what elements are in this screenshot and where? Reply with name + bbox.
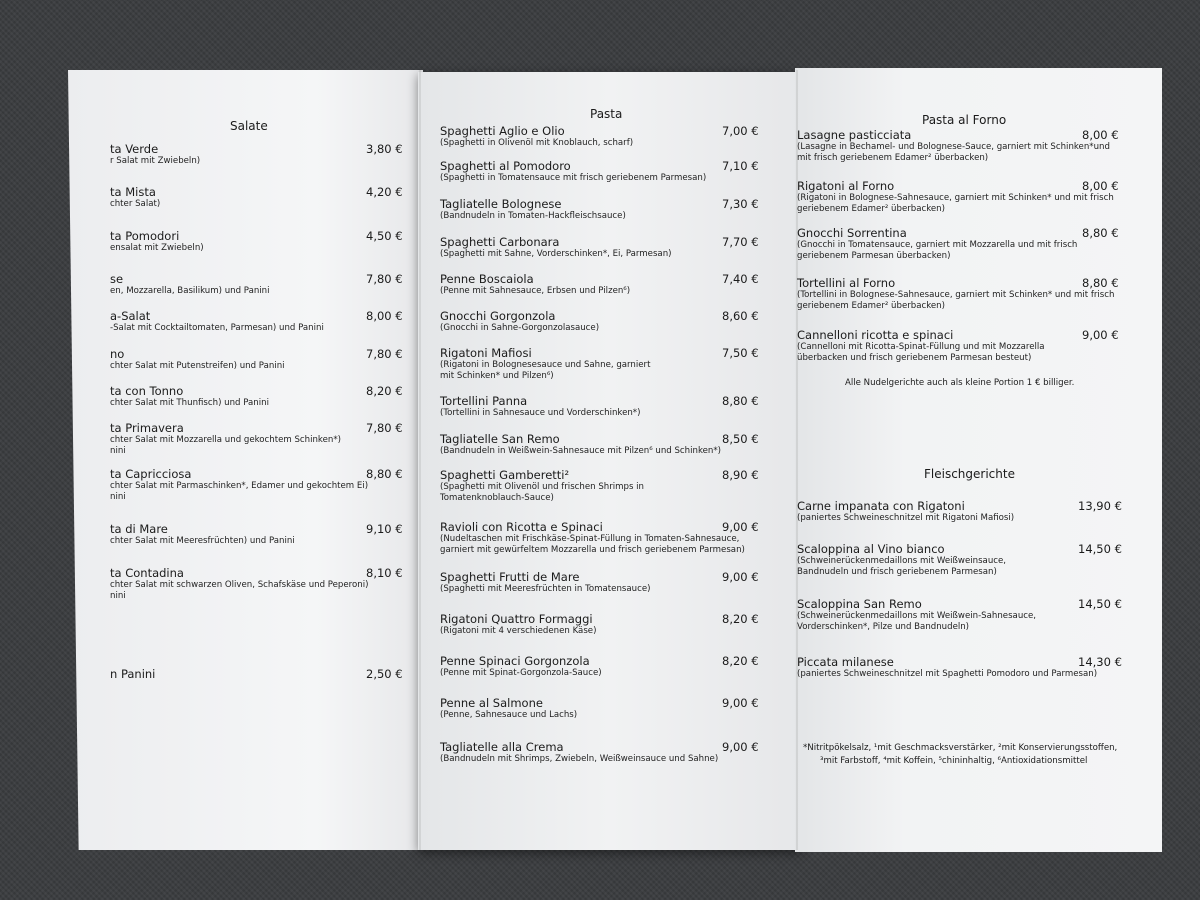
dish-price: 14,50 € bbox=[1078, 542, 1122, 556]
menu-item bbox=[110, 522, 403, 547]
dish-price: 7,80 € bbox=[366, 347, 403, 361]
dish-name: Spaghetti Carbonara bbox=[440, 235, 560, 249]
dish-description: chter Salat mit Putenstreifen) und Panini bbox=[110, 361, 285, 371]
section-heading-fleischgerichte: Fleischgerichte bbox=[924, 467, 1015, 481]
dish-description: garniert mit gewürfeltem Mozzarella und frisch geriebenem Parmesan) bbox=[440, 545, 745, 555]
menu-item bbox=[440, 612, 759, 637]
paper-fold bbox=[419, 70, 421, 850]
dish-description: nini bbox=[110, 492, 126, 502]
dish-price: 7,30 € bbox=[722, 197, 759, 211]
dish-price: 9,00 € bbox=[1082, 328, 1119, 342]
dish-name: se bbox=[110, 272, 124, 286]
dish-description: (Penne mit Spinat-Gorgonzola-Sauce) bbox=[440, 668, 602, 678]
menu-item bbox=[797, 499, 1122, 524]
dish-name: ta Capricciosa bbox=[110, 467, 192, 481]
dish-price: 7,80 € bbox=[366, 272, 403, 286]
dish-description: chter Salat) bbox=[110, 199, 161, 209]
dish-price: 8,80 € bbox=[366, 467, 403, 481]
dish-name: ta con Tonno bbox=[110, 384, 184, 398]
dish-price: 9,00 € bbox=[722, 570, 759, 584]
dish-description: (Spaghetti mit Meeresfrüchten in Tomatensauce) bbox=[440, 584, 651, 594]
dish-description: chter Salat mit Parmaschinken*, Edamer und gekochtem Ei) bbox=[110, 481, 369, 491]
dish-name: ta Contadina bbox=[110, 566, 184, 580]
menu-item bbox=[110, 229, 403, 254]
dish-name: Tagliatelle San Remo bbox=[440, 432, 560, 446]
dish-description: (Rigatoni in Bolognese-Sahnesauce, garniert mit Schinken* und mit frisch bbox=[797, 193, 1114, 203]
dish-name: n Panini bbox=[110, 667, 156, 681]
dish-name: Penne Boscaiola bbox=[440, 272, 534, 286]
menu-item bbox=[797, 597, 1122, 633]
menu-item bbox=[440, 570, 759, 595]
dish-description: mit Schinken* und Pilzen⁶) bbox=[440, 371, 554, 381]
menu-item bbox=[440, 346, 759, 382]
dish-price: 14,30 € bbox=[1078, 655, 1122, 669]
dish-description: (Bandnudeln mit Shrimps, Zwiebeln, Weißweinsauce und Sahne) bbox=[440, 754, 719, 764]
dish-name: ta Mista bbox=[110, 185, 156, 199]
dish-description: geriebenem Parmesan überbacken) bbox=[797, 251, 951, 261]
dish-price: 7,10 € bbox=[722, 159, 759, 173]
dish-name: Carne impanata con Rigatoni bbox=[797, 499, 965, 513]
dish-name: Rigatoni Mafiosi bbox=[440, 346, 532, 360]
menu-item bbox=[110, 309, 403, 334]
dish-description: (Rigatoni in Bolognesesauce und Sahne, garniert bbox=[440, 360, 651, 370]
dish-description: (Tortellini in Sahnesauce und Vorderschinken*) bbox=[440, 408, 641, 418]
dish-name: Gnocchi Sorrentina bbox=[797, 226, 907, 240]
dish-name: no bbox=[110, 347, 125, 361]
dish-price: 9,00 € bbox=[722, 520, 759, 534]
dish-name: Scaloppina San Remo bbox=[797, 597, 922, 611]
menu-item bbox=[440, 394, 759, 419]
dish-description: (paniertes Schweineschnitzel mit Rigatoni Mafiosi) bbox=[797, 513, 1015, 523]
dish-price: 7,00 € bbox=[722, 124, 759, 138]
dish-name: Spaghetti Gamberetti² bbox=[440, 468, 570, 482]
dish-description: chter Salat mit Mozzarella und gekochtem Schinken*) bbox=[110, 435, 341, 445]
dish-description: nini bbox=[110, 591, 126, 601]
dish-description: (Bandnudeln in Tomaten-Hackfleischsauce) bbox=[440, 211, 626, 221]
portion-note: Alle Nudelgerichte auch als kleine Portion 1 € billiger. bbox=[845, 378, 1075, 388]
dish-price: 8,00 € bbox=[1082, 128, 1119, 142]
dish-description: (Schweinerückenmedaillons mit Weißwein-Sahnesauce, bbox=[797, 611, 1037, 621]
dish-name: Tagliatelle alla Crema bbox=[440, 740, 564, 754]
dish-price: 9,00 € bbox=[722, 740, 759, 754]
dish-name: ta Primavera bbox=[110, 421, 184, 435]
menu-item bbox=[110, 272, 403, 297]
dish-name: Spaghetti Frutti de Mare bbox=[440, 570, 580, 584]
dish-name: Tortellini Panna bbox=[440, 394, 528, 408]
dish-price: 8,20 € bbox=[722, 654, 759, 668]
dish-name: Tagliatelle Bolognese bbox=[440, 197, 562, 211]
dish-description: (Spaghetti mit Sahne, Vorderschinken*, Ei, Parmesan) bbox=[440, 249, 672, 259]
dish-description: -Salat mit Cocktailtomaten, Parmesan) und Panini bbox=[110, 323, 324, 333]
dish-name: Cannelloni ricotta e spinaci bbox=[797, 328, 954, 342]
dish-description: (Bandnudeln in Weißwein-Sahnesauce mit Pilzen⁶ und Schinken*) bbox=[440, 446, 721, 456]
dish-name: ta Pomodori bbox=[110, 229, 180, 243]
dish-price: 13,90 € bbox=[1078, 499, 1122, 513]
dish-description: (Nudeltaschen mit Frischkäse-Spinat-Füllung in Tomaten-Sahnesauce, bbox=[440, 534, 740, 544]
dish-description: Tomatenknoblauch-Sauce) bbox=[440, 493, 554, 503]
dish-price: 8,80 € bbox=[1082, 226, 1119, 240]
dish-description: geriebenem Edamer² überbacken) bbox=[797, 204, 945, 214]
dish-description: chter Salat mit Meeresfrüchten) und Panini bbox=[110, 536, 295, 546]
dish-name: Rigatoni Quattro Formaggi bbox=[440, 612, 593, 626]
dish-name: Gnocchi Gorgonzola bbox=[440, 309, 556, 323]
dish-price: 8,60 € bbox=[722, 309, 759, 323]
dish-description: (Cannelloni mit Ricotta-Spinat-Füllung und mit Mozzarella bbox=[797, 342, 1045, 352]
menu-panel-pasta bbox=[418, 72, 802, 850]
dish-name: Scaloppina al Vino bianco bbox=[797, 542, 945, 556]
dish-description: en, Mozzarella, Basilikum) und Panini bbox=[110, 286, 270, 296]
dish-description: chter Salat mit schwarzen Oliven, Schafskäse und Peperoni) bbox=[110, 580, 369, 590]
menu-item bbox=[440, 309, 759, 334]
menu-item bbox=[110, 467, 403, 503]
dish-description: (Spaghetti in Tomatensauce mit frisch geriebenem Parmesan) bbox=[440, 173, 707, 183]
dish-description: überbacken und frisch geriebenem Parmesan besteut) bbox=[797, 353, 1032, 363]
menu-item bbox=[110, 347, 403, 372]
menu-item bbox=[440, 124, 759, 149]
dish-description: ensalat mit Zwiebeln) bbox=[110, 243, 204, 253]
menu-item bbox=[440, 197, 759, 222]
footnote-line-2: ³mit Farbstoff, ⁴mit Koffein, ⁵chininhaltig, ⁶Antioxidationsmittel bbox=[820, 756, 1088, 766]
dish-name: Rigatoni al Forno bbox=[797, 179, 895, 193]
section-heading-pasta-al-forno: Pasta al Forno bbox=[922, 113, 1007, 127]
menu-item bbox=[440, 432, 759, 457]
dish-name: a-Salat bbox=[110, 309, 151, 323]
dish-description: (Schweinerückenmedaillons mit Weißweinsauce, bbox=[797, 556, 1007, 566]
dish-price: 8,20 € bbox=[366, 384, 403, 398]
dish-description: (Rigatoni mit 4 verschiedenen Käse) bbox=[440, 626, 597, 636]
dish-price: 7,50 € bbox=[722, 346, 759, 360]
dish-description: mit frisch geriebenem Edamer² überbacken) bbox=[797, 153, 989, 163]
section-heading-pasta: Pasta bbox=[590, 107, 623, 121]
dish-description: (Penne mit Sahnesauce, Erbsen und Pilzen⁶) bbox=[440, 286, 631, 296]
dish-description: (Lasagne in Bechamel- und Bolognese-Sauce, garniert mit Schinken*und bbox=[797, 142, 1110, 152]
menu-item bbox=[110, 566, 403, 602]
menu-item bbox=[797, 655, 1122, 680]
dish-description: (Gnocchi in Tomatensauce, garniert mit Mozzarella und mit frisch bbox=[797, 240, 1078, 250]
dish-description: (Gnocchi in Sahne-Gorgonzolasauce) bbox=[440, 323, 600, 333]
dish-name: Penne Spinaci Gorgonzola bbox=[440, 654, 590, 668]
menu-item bbox=[440, 159, 759, 184]
dish-price: 2,50 € bbox=[366, 667, 403, 681]
dish-description: Bandnudeln und frisch geriebenem Parmesan) bbox=[797, 567, 997, 577]
menu-item bbox=[440, 520, 759, 556]
dish-price: 8,50 € bbox=[722, 432, 759, 446]
dish-description: r Salat mit Zwiebeln) bbox=[110, 156, 201, 166]
dish-price: 7,40 € bbox=[722, 272, 759, 286]
dish-description: (Tortellini in Bolognese-Sahnesauce, garniert mit Schinken* und mit frisch bbox=[797, 290, 1115, 300]
menu-item bbox=[797, 226, 1119, 262]
dish-price: 8,80 € bbox=[1082, 276, 1119, 290]
dish-price: 9,00 € bbox=[722, 696, 759, 710]
dish-name: Spaghetti al Pomodoro bbox=[440, 159, 571, 173]
dish-name: Tortellini al Forno bbox=[797, 276, 896, 290]
menu-item bbox=[797, 179, 1119, 215]
dish-description: (paniertes Schweineschnitzel mit Spaghetti Pomodoro und Parmesan) bbox=[797, 669, 1098, 679]
dish-name: ta Verde bbox=[110, 142, 159, 156]
dish-name: Ravioli con Ricotta e Spinaci bbox=[440, 520, 603, 534]
dish-description: nini bbox=[110, 446, 126, 456]
footnote-line-1: *Nitritpökelsalz, ¹mit Geschmacksverstärker, ²mit Konservierungsstoffen, bbox=[803, 743, 1118, 753]
menu-item bbox=[110, 421, 403, 457]
dish-description: Vorderschinken*, Pilze und Bandnudeln) bbox=[797, 622, 970, 632]
dish-description: chter Salat mit Thunfisch) und Panini bbox=[110, 398, 269, 408]
dish-price: 4,20 € bbox=[366, 185, 403, 199]
dish-price: 4,50 € bbox=[366, 229, 403, 243]
dish-price: 8,10 € bbox=[366, 566, 403, 580]
dish-price: 7,70 € bbox=[722, 235, 759, 249]
dish-price: 8,80 € bbox=[722, 394, 759, 408]
menu-item bbox=[440, 696, 759, 721]
menu-item bbox=[797, 128, 1119, 164]
menu-item bbox=[440, 740, 759, 765]
dish-name: Penne al Salmone bbox=[440, 696, 543, 710]
dish-price: 8,00 € bbox=[366, 309, 403, 323]
dish-description: geriebenem Edamer² überbacken) bbox=[797, 301, 945, 311]
dish-description: (Spaghetti mit Olivenöl und frischen Shrimps in bbox=[440, 482, 645, 492]
menu-item bbox=[440, 272, 759, 297]
dish-description: (Penne, Sahnesauce und Lachs) bbox=[440, 710, 578, 720]
dish-price: 8,90 € bbox=[722, 468, 759, 482]
menu-item bbox=[110, 142, 403, 167]
menu-item bbox=[797, 276, 1119, 312]
dish-price: 3,80 € bbox=[366, 142, 403, 156]
menu-item bbox=[797, 328, 1119, 364]
dish-name: Piccata milanese bbox=[797, 655, 894, 669]
dish-price: 14,50 € bbox=[1078, 597, 1122, 611]
dish-name: Spaghetti Aglio e Olio bbox=[440, 124, 565, 138]
menu-item bbox=[797, 542, 1122, 578]
section-heading-salate: Salate bbox=[230, 119, 268, 133]
dish-name: Lasagne pasticciata bbox=[797, 128, 912, 142]
dish-price: 8,00 € bbox=[1082, 179, 1119, 193]
menu-item bbox=[110, 185, 403, 210]
menu-item bbox=[110, 667, 403, 681]
menu-item bbox=[440, 468, 759, 504]
dish-price: 8,20 € bbox=[722, 612, 759, 626]
dish-description: (Spaghetti in Olivenöl mit Knoblauch, scharf) bbox=[440, 138, 634, 148]
menu-item bbox=[110, 384, 403, 409]
dish-price: 7,80 € bbox=[366, 421, 403, 435]
dish-price: 9,10 € bbox=[366, 522, 403, 536]
menu-item bbox=[440, 235, 759, 260]
dish-name: ta di Mare bbox=[110, 522, 168, 536]
menu-item bbox=[440, 654, 759, 679]
